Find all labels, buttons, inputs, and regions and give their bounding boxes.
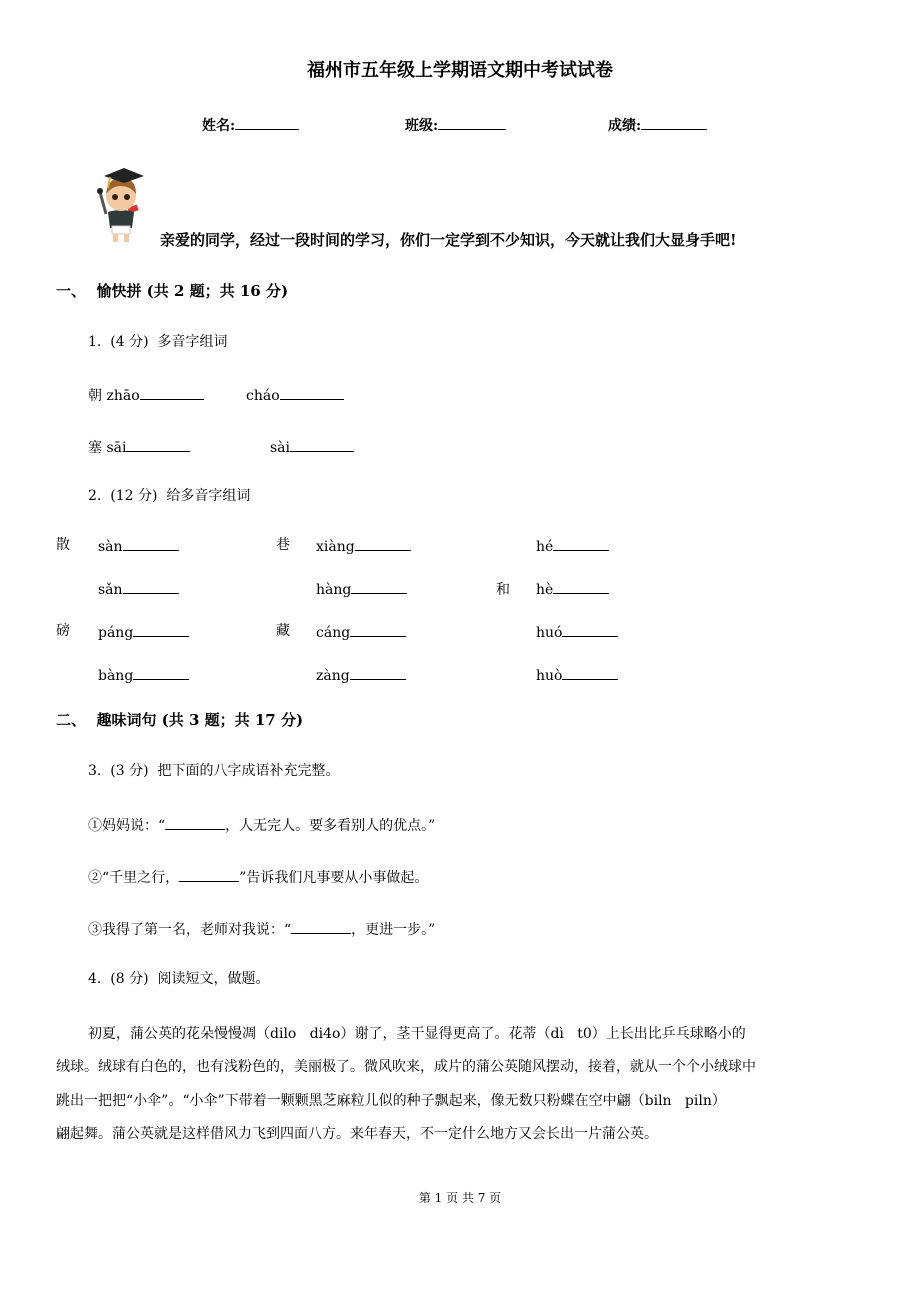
char-label: 藏 [276,623,290,639]
item-prefix: ③我得了第一名，老师对我说：“ [88,922,292,938]
pinyin: cáng [316,625,351,641]
passage-line: 初夏，蒲公英的花朵慢慢凋（dilo di4o）谢了，茎干显得更高了。花蒂（dì t0）上长出比乒乓球略小的 [88,1026,746,1042]
pinyin: hàng [316,582,352,598]
class-label: 班级: [405,118,439,134]
blank-item [88,439,190,455]
question-label: 2. (12 分) 给多音字组词 [88,488,251,504]
mascot-icon [86,164,156,246]
item-prompt: cháo [246,388,280,404]
answer-blank[interactable] [123,538,179,551]
answer-blank[interactable] [133,667,189,680]
fill-item [88,921,435,937]
item-prefix: ②“千里之行， [88,870,180,886]
section-heading: 一、 愉快拼 (共 2 题；共 16 分) [56,282,289,300]
score-label: 成绩: [608,118,642,134]
passage-line: 绒球。绒球有白色的，也有浅粉色的，美丽极了。微风吹来，成片的蒲公英随风摆动，接着，就从一个个小绒球中 [56,1059,756,1075]
passage-line: 翩起舞。蒲公英就是这样借风力飞到四面八方。来年春天，不一定什么地方又会长出一片蒲公英。 [56,1126,658,1142]
passage-line: 跳出一把把“小伞”。“小伞”下带着一颗颗黑芝麻粒儿似的种子飘起来，像无数只粉蝶在空中翩（biln piln） [56,1093,726,1109]
pinyin: hé [536,539,554,555]
greeting-text: 亲爱的同学，经过一段时间的学习，你们一定学到不少知识，今天就让我们大显身手吧! [160,231,737,249]
pinyin: bàng [98,668,134,684]
question-label: 3. (3 分) 把下面的八字成语补充完整。 [88,763,340,779]
answer-blank[interactable] [290,439,354,452]
answer-blank[interactable] [350,624,406,637]
answer-blank[interactable] [562,624,618,637]
question-label: 4. (8 分) 阅读短文，做题。 [88,971,270,987]
answer-blank[interactable] [179,869,239,882]
answer-blank[interactable] [133,624,189,637]
score-field [608,117,707,133]
item-suffix: ”告诉我们凡事要从小事做起。 [239,870,429,886]
answer-blank[interactable] [553,538,609,551]
item-prompt: sài [270,440,291,456]
item-prompt: 朝 zhāo [88,388,140,404]
page-title: 福州市五年级上学期语文期中考试试卷 [307,60,613,81]
char-label: 磅 [56,623,70,639]
pinyin: sǎn [98,582,123,598]
answer-blank[interactable] [123,581,179,594]
class-blank [438,117,506,130]
char-label: 和 [496,582,510,598]
answer-blank[interactable] [280,387,344,400]
blank-item [246,387,344,403]
fill-item [88,869,428,885]
answer-blank[interactable] [126,439,190,452]
name-field [202,117,299,133]
answer-blank[interactable] [355,538,411,551]
fill-item [88,817,435,833]
name-label: 姓名: [202,118,236,134]
question-label: 1. (4 分) 多音字组词 [88,334,228,350]
answer-blank[interactable] [291,921,351,934]
answer-blank[interactable] [351,581,407,594]
pinyin: huò [536,668,563,684]
answer-blank[interactable] [553,581,609,594]
pinyin: hè [536,582,554,598]
char-label: 巷 [276,537,290,553]
name-blank [235,117,299,130]
item-prefix: ①妈妈说：“ [88,818,166,834]
answer-blank[interactable] [562,667,618,680]
pinyin: sàn [98,539,123,555]
item-suffix: ，人无完人。要多看别人的优点。” [225,818,436,834]
answer-blank[interactable] [165,817,225,830]
answer-blank[interactable] [350,667,406,680]
score-blank [641,117,707,130]
class-field [405,117,506,133]
item-prompt: 塞 sāi [88,440,127,456]
char-label: 散 [56,537,70,553]
pinyin: páng [98,625,134,641]
pinyin: xiàng [316,539,355,555]
item-suffix: ，更进一步。” [351,922,436,938]
pinyin: huó [536,625,563,641]
page-footer: 第 1 页 共 7 页 [418,1191,502,1205]
answer-blank[interactable] [140,387,204,400]
blank-item [88,387,204,403]
section-heading: 二、 趣味词句 (共 3 题；共 17 分) [56,711,304,729]
blank-item [270,439,354,455]
pinyin: zàng [316,668,350,684]
